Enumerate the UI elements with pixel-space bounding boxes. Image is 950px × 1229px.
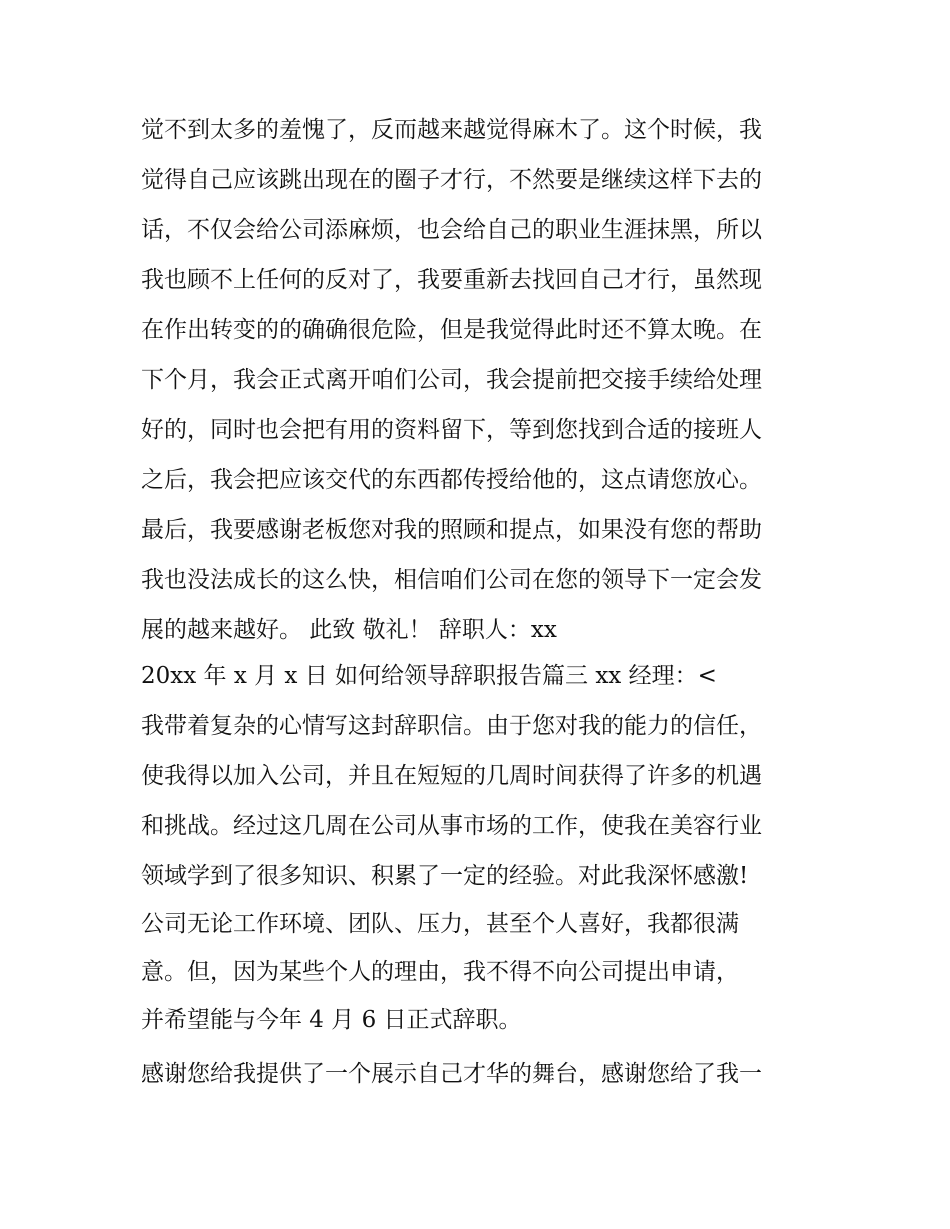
text-line: 觉不到太多的羞愧了，反而越来越觉得麻木了。这个时候，我 [141,117,762,143]
text-line: 使我得以加入公司，并且在短短的几周时间获得了许多的机遇 [141,763,762,789]
text-line: 觉得自己应该跳出现在的圈子才行，不然要是继续这样下去的 [141,167,762,193]
text-line: 感谢您给我提供了一个展示自己才华的舞台，感谢您给了我一 [141,1061,762,1087]
text-line: 我也顾不上任何的反对了，我要重新去找回自己才行，虽然现 [141,267,762,293]
text-line: 20xx 年 x 月 x 日 如何给领导辞职报告篇三 xx 经理：< [141,663,717,689]
text-line: 下个月，我会正式离开咱们公司，我会提前把交接手续给处理 [141,367,762,393]
text-line: 意。但，因为某些个人的理由，我不得不向公司提出申请， [141,959,739,985]
text-line: 我也没法成长的这么快，相信咱们公司在您的领导下一定会发 [141,567,762,593]
text-line: 我带着复杂的心情写这封辞职信。由于您对我的能力的信任， [141,713,762,739]
text-line: 和挑战。经过这几周在公司从事市场的工作，使我在美容行业 [141,813,762,839]
text-line: 最后，我要感谢老板您对我的照顾和提点，如果没有您的帮助 [141,517,762,543]
text-line: 之后，我会把应该交代的东西都传授给他的，这点请您放心。 [141,467,762,493]
text-line: 好的，同时也会把有用的资料留下，等到您找到合适的接班人 [141,417,762,443]
text-line: 领域学到了很多知识、积累了一定的经验。对此我深怀感激! [141,863,749,889]
text-line: 公司无论工作环境、团队、压力，甚至个人喜好，我都很满 [141,911,739,937]
text-line: 展的越来越好。 此致 敬礼！ 辞职人：xx [141,617,557,643]
text-line: 在作出转变的的确确很危险，但是我觉得此时还不算太晚。在 [141,317,762,343]
text-line: 并希望能与今年 4 月 6 日正式辞职。 [141,1007,522,1033]
text-line: 话，不仅会给公司添麻烦，也会给自己的职业生涯抹黑，所以 [141,217,762,243]
